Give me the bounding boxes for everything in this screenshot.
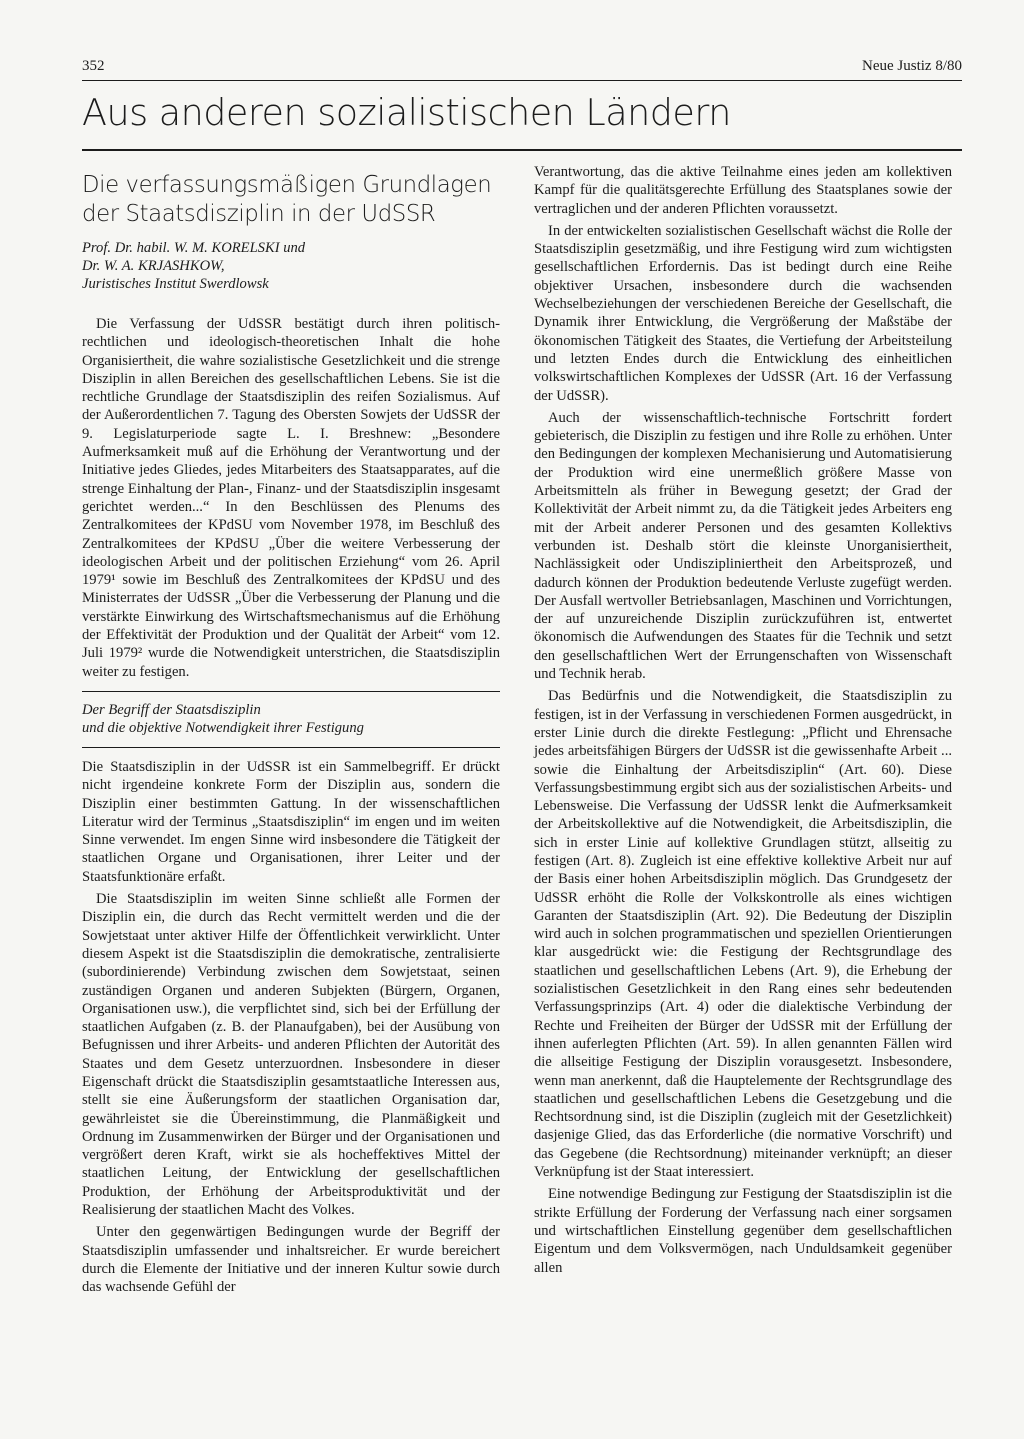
header-rule xyxy=(82,80,962,81)
section-rule xyxy=(82,149,962,151)
subheading-line-1: Der Begriff der Staatsdisziplin xyxy=(82,701,261,718)
paragraph: Auch der wissenschaftlich-technische Fortschritt fordert gebieterisch, die Disziplin zu festigen und ihre Rolle zu erhöhen. Unter den Bedingungen der komplexen Mechanisierung und Automatisierung der Produktion wird eine unermeßlich größere Masse von Arbeitsmitteln als früher in Bewegung gesetzt; der Grad der Kollektivität der Arbeit nimmt zu, da die Tätigkeit jedes Arbeiters eng mit der Arbeit anderer Personen und des gesamten Kollektivs verbunden ist. Deshalb stört die kleinste Unorganisiertheit, Nachlässigkeit oder Undiszipliniertheit den Arbeitsprozeß, und dadurch können der Produktion bedeutende Verluste zugefügt werden. Der Ausfall wertvoller Betriebsanlagen, Maschinen und Vorrichtungen, der auf unzureichende Disziplin zurückzuführen ist, entwertet ökonomisch die Aufwendungen des Staates für die Technik und setzt den gesellschaftlichen Wert der Errungenschaften von Wissenschaft und Technik herab. xyxy=(534,409,952,683)
paragraph: In der entwickelten sozialistischen Gesellschaft wächst die Rolle der Staatsdisziplin gesetzmäßig, und ihre Festigung wird zum wichtigsten gesellschaftlichen Erfordernis. Das ist bedingt durch eine Reihe objektiver Ursachen, insbesondere durch die wachsenden Wechselbeziehungen der verschiedenen Bereiche der Gesellschaft, die Dynamik ihrer Entwicklung, die Vergrößerung der Maßstäbe der ökonomischen Tätigkeit des Staates, die Vertiefung der Arbeitsteilung und letzten Endes durch die Entwicklung des einheitlichen volkswirtschaftlichen Komplexes der UdSSR (Art. 16 der Verfassung der UdSSR). xyxy=(534,222,952,404)
paragraph: Die Verfassung der UdSSR bestätigt durch ihren politisch-rechtlichen und ideologisch-theoretischen Inhalt die hohe Organisiertheit, die wahre sozialistische Gesetzlichkeit und die strenge Disziplin in allen Bereichen des gesellschaftlichen Lebens. Sie ist die rechtliche Grundlage der Staatsdisziplin des reifen Sozialismus. Auf der Außerordentlichen 7. Tagung des Obersten Sowjets der UdSSR der 9. Legislaturperiode sagte L. I. Breshnew: „Besondere Aufmerksamkeit muß auf die Erhöhung der Verantwortung und der Initiative jedes Gliedes, jedes Mitarbeiters des Staatsapparates, auf die strenge Einhaltung der Plan-, Finanz- und der Staatsdisziplin insgesamt gerichtet werden...“ In den Beschlüssen des Plenums des Zentralkomitees der KPdSU vom November 1978, im Beschluß des Zentralkomitees der KPdSU „Über die weitere Verbesserung der ideologischen Arbeit und der politischen Erziehung“ vom 26. April 1979¹ sowie im Beschluß des Zentralkomitees der KPdSU und des Ministerrates der UdSSR „Über die Verbesserung der Planung und die verstärkte Einwirkung des Wirtschaftsmechanismus auf die Erhöhung der Effektivität der Produktion und der Qualität der Arbeit“ vom 12. Juli 1979² wurde die Notwendigkeit unterstrichen, die Staatsdisziplin weiter zu festigen. xyxy=(82,316,500,680)
paragraph: Das Bedürfnis und die Notwendigkeit, die Staatsdisziplin zu festigen, ist in der Verfassung in verschiedenen Formen ausgedrückt, in erster Linie durch die direkte Festlegung: „Pflicht und Ehrensache jedes arbeitsfähigen Bürgers der UdSSR ist die gewissenhafte Arbeit ... sowie die Einhaltung der Arbeitsdisziplin“ (Art. 60). Diese Verfassungsbestimmung ergibt sich aus der sozialistischen Arbeits- und Lebensweise. Die Verfassung der UdSSR lenkt die Aufmerksamkeit der Arbeitskollektive auf die Notwendigkeit, die Arbeitsdisziplin, die sich in erster Linie auf kollektive Grundlagen stützt, allseitig zu festigen (Art. 8). Zugleich ist eine effektive kollektive Arbeit nur auf der Basis einer hohen Arbeitsdisziplin möglich. Das Grundgesetz der UdSSR erhöht die Rolle der Volkskontrolle als eines wichtigen Garanten der Staatsdisziplin (Art. 92). Die Bedeutung der Disziplin wird auch in solchen programmatischen und speziellen Orientierungen klar ausgedrückt wie: die Festigung der Rechtsgrundlage des staatlichen und gesellschaftlichen Lebens (Art. 9), die Erhebung der sozialistischen Gesetzlichkeit in den Rang eines sehr bedeutenden Verfassungsprinzips (Art. 4) oder die dialektische Verbindung der Rechte und Freiheiten der Bürger der UdSSR mit der Erfüllung der ihnen auferlegten Pflichten (Art. 59). In allen genannten Fällen wird die allseitige Festigung der Disziplin vorausgesetzt. Insbesondere, wenn man anerkennt, daß die Hauptelemente der Rechtsgrundlage des staatlichen und gesellschaftlichen Lebens die Gesetzgebung und die Rechtsordnung sind, ist die Disziplin (zugleich mit der Gesetzlichkeit) dasjenige Glied, das das Erforderliche (die normative Vorschrift) und das Gegebene (die Rechtsordnung) miteinander verknüpft; an dieser Verknüpfung ist der Staat interessiert. xyxy=(534,688,952,1181)
paragraph: Die Staatsdisziplin in der UdSSR ist ein Sammelbegriff. Er drückt nicht irgendeine konkrete Form der Disziplin aus, sondern die Disziplin einer bestimmten Gattung. In der wissenschaftlichen Literatur wird der Terminus „Staatsdisziplin“ im engen und im weiten Sinne verwendet. Im engen Sinne wird insbesondere die Tätigkeit der staatlichen Organe und Organisationen, ihrer Leiter und der Staatsfunktionäre erfaßt. xyxy=(82,758,500,885)
paragraph: Verantwortung, das die aktive Teilnahme eines jeden am kollektiven Kampf für die qualitätsgerechte Erfüllung des Staatsplanes sowie der vertraglichen und der anderen Pflichten voraussetzt. xyxy=(534,164,952,217)
paragraph: Eine notwendige Bedingung zur Festigung der Staatsdisziplin ist die strikte Erfüllung der Forderung der Verfassung nach einer sorgsamen und wirtschaftlichen Einstellung gegenüber dem gesellschaftlichen Eigentum und dem Volksvermögen, nach Unduldsamkeit gegenüber allen xyxy=(534,1186,952,1276)
subheading-line-2: und die objektive Notwendigkeit ihrer Festigung xyxy=(82,719,364,736)
subheading xyxy=(82,691,500,748)
journal-issue: Neue Justiz 8/80 xyxy=(862,58,962,74)
author-block xyxy=(82,239,500,293)
article-title xyxy=(82,171,500,229)
page-number: 352 xyxy=(82,58,105,74)
article-title-line-1: Die verfassungsmäßigen Grundlagen xyxy=(82,172,492,198)
right-column xyxy=(534,163,952,1281)
paragraph: Unter den gegenwärtigen Bedingungen wurde der Begriff der Staatsdisziplin umfassender und inhaltsreicher. Er wurde bereichert durch die Elemente der Initiative und der inneren Kultur sowie durch das wachsende Gefühl der xyxy=(82,1224,500,1296)
article-title-line-2: der Staatsdisziplin in der UdSSR xyxy=(82,201,436,227)
left-column xyxy=(82,163,500,1301)
running-header xyxy=(82,58,962,80)
section-title: Aus anderen sozialistischen Ländern xyxy=(82,91,731,134)
author-institute: Juristisches Institut Swerdlowsk xyxy=(82,276,269,292)
paragraph: Die Staatsdisziplin im weiten Sinne schließt alle Formen der Disziplin ein, die durch das Recht vermittelt werden und die der Sowjetstaat unter aktiver Hilfe der Öffentlichkeit verwirklicht. Unter diesem Aspekt ist die Staatsdisziplin die demokratische, zentralisierte (subordinierende) Verbindung zwischen dem Sowjetstaat, seinen zuständigen Organen und anderen Subjekten (Bürgern, Organen, Organisationen usw.), die verpflichtet sind, sich bei der Erfüllung der staatlichen Aufgaben (z. B. der Planaufgaben), bei der Ausübung von Befugnissen und ihrer Arbeits- und anderen Pflichten der Autorität des Staates und dem Gesetz unterzuordnen. Insbesondere in dieser Eigenschaft drückt die Staatsdisziplin gesamtstaatliche Interessen aus, stellt sie eine Äußerungsform der staatlichen Organisation dar, gewährleistet sie die Übereinstimmung, die Planmäßigkeit und Ordnung im Zusammenwirken der Bürger und der Organisationen und vergrößert deren Kraft, wirkt sie als hocheffektives Mittel der staatlichen Leitung, der Entwicklung der gesellschaftlichen Produktion, der Erhöhung der Arbeitsproduktivität und der Realisierung der staatlichen Macht des Volkes. xyxy=(82,891,500,1219)
author-1: Prof. Dr. habil. W. M. KORELSKI und xyxy=(82,240,306,256)
author-2: Dr. W. A. KRJASHKOW, xyxy=(82,258,225,274)
